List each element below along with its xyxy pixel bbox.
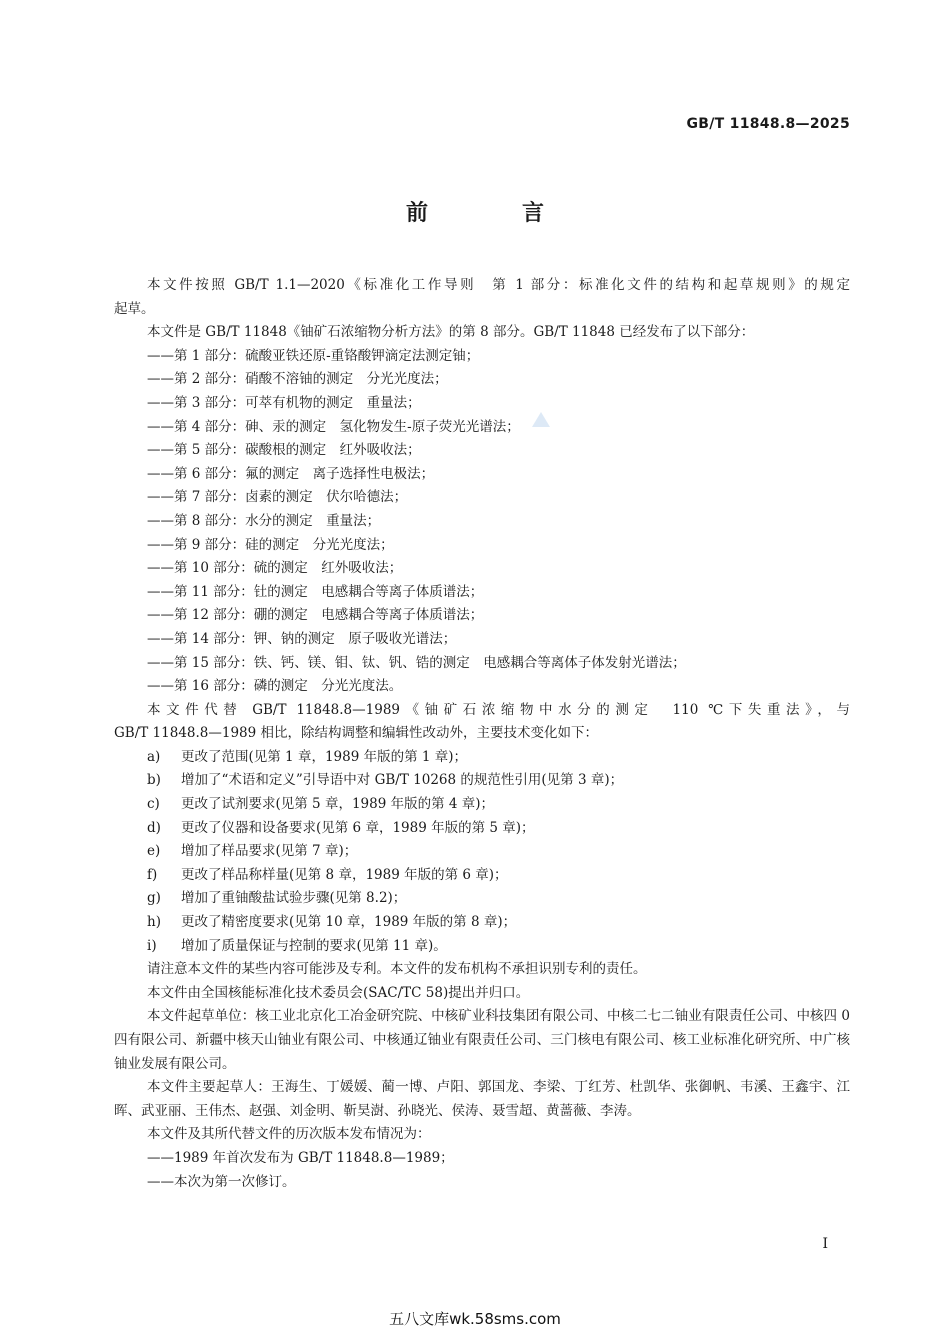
list-item: ——1989 年首次发布为 GB/T 11848.8—1989； (147, 1149, 454, 1166)
item-label: e) (147, 843, 161, 860)
item-label: f) (147, 866, 158, 883)
item-text: 增加了质量保证与控制的要求(见第 11 章)。 (181, 937, 447, 954)
item-text: 增加了“术语和定义”引导语中对 GB/T 10268 的规范性引用(见第 3 章)； (181, 772, 624, 789)
paragraph-drafters: 本文件主要起草人：王海生、丁媛媛、蔺一博、卢阳、郭国龙、李梁、丁红芳、杜凯华、张御帆、韦溪、王鑫宇、江晖、武亚丽、王伟杰、赵强、刘金明、靳昊澍、孙晓光、侯涛、聂雪超、黄蔷薇、李涛。 (114, 1079, 850, 1119)
item-text: 更改了范围(见第 1 章，1989 年版的第 1 章)； (181, 748, 468, 765)
list-item (114, 864, 850, 888)
list-item: ——第 14 部分：钾、钠的测定 原子吸收光谱法； (147, 630, 457, 647)
list-item (114, 746, 850, 770)
list-item: ——第 6 部分：氟的测定 离子选择性电极法； (147, 465, 435, 482)
list-item: ——第 12 部分：硼的测定 电感耦合等离子体质谱法； (147, 607, 484, 624)
list-item: ——第 2 部分：硝酸不溶铀的测定 分光光度法； (147, 371, 448, 388)
history-list (114, 1147, 850, 1194)
list-item (114, 769, 850, 793)
paragraph-history-intro: 本文件及其所代替文件的历次版本发布情况为： (147, 1126, 431, 1143)
list-item (114, 935, 850, 959)
list-item: ——第 5 部分：碳酸根的测定 红外吸收法； (147, 442, 421, 459)
paragraph-replacement-line2: GB/T 11848.8—1989 相比，除结构调整和编辑性改动外，主要技术变化如下： (114, 725, 599, 742)
list-item (114, 817, 850, 841)
item-text: 增加了样品要求(见第 7 章)； (181, 843, 358, 860)
item-text: 更改了样品称样量(见第 8 章，1989 年版的第 6 章)； (181, 866, 508, 883)
paragraph-proposer: 本文件由全国核能标准化技术委员会(SAC/TC 58)提出并归口。 (147, 984, 530, 1001)
list-item: ——第 3 部分：可萃有机物的测定 重量法； (147, 394, 421, 411)
item-text: 增加了重铀酸盐试验步骤(见第 8.2)； (181, 890, 407, 907)
standard-code: GB/T 11848.8—2025 (686, 116, 850, 132)
list-item: ——第 8 部分：水分的测定 重量法； (147, 512, 381, 529)
paragraph-drafting-rules-line2: 起草。 (114, 300, 155, 317)
list-item: ——第 16 部分：磷的测定 分光光度法。 (147, 678, 403, 695)
watermark-text: 五八文库wk.58sms.com (389, 1310, 561, 1328)
item-label: d) (147, 819, 161, 836)
paragraph-replacement-line1: 本文件代替 GB/T 11848.8—1989《铀矿石浓缩物中水分的测定 110 ℃下失重法》，与 (147, 701, 850, 718)
changes-list (114, 746, 850, 958)
parts-list (114, 345, 850, 699)
paragraph-series-intro: 本文件是 GB/T 11848《铀矿石浓缩物分析方法》的第 8 部分。GB/T 11848 已经发布了以下部分： (147, 324, 755, 341)
item-text: 更改了仪器和设备要求(见第 6 章，1989 年版的第 5 章)； (181, 819, 535, 836)
page-title: 前 言 (405, 201, 580, 226)
item-label: h) (147, 914, 161, 931)
page-number: I (822, 1236, 828, 1252)
list-item (114, 840, 850, 864)
list-item (114, 793, 850, 817)
list-item: ——第 4 部分：砷、汞的测定 氢化物发生-原子荧光光谱法； (147, 418, 520, 435)
list-item (114, 887, 850, 911)
list-item: ——第 11 部分：钍的测定 电感耦合等离子体质谱法； (147, 583, 484, 600)
list-item: ——第 10 部分：硫的测定 红外吸收法； (147, 560, 403, 577)
foreword-body (114, 274, 850, 1194)
list-item: ——本次为第一次修订。 (147, 1173, 296, 1190)
item-label: c) (147, 796, 160, 813)
item-text: 更改了精密度要求(见第 10 章，1989 年版的第 8 章)； (181, 914, 517, 931)
paragraph-drafting-rules-line1: 本文件按照 GB/T 1.1—2020《标准化工作导则 第 1 部分：标准化文件的结构和起草规则》的规定 (147, 277, 850, 293)
paragraph-drafting-units: 本文件起草单位：核工业北京化工冶金研究院、中核矿业科技集团有限公司、中核二七二铀业有限责任公司、中核四 0 四有限公司、新疆中核天山铀业有限公司、中核通辽铀业有限责任公司、三门核电有限公司、核工业标准化研究所、中广核铀业发展有限公司。 (114, 1008, 850, 1072)
item-label: i) (147, 937, 157, 954)
list-item: ——第 1 部分：硫酸亚铁还原-重铬酸钾滴定法测定铀； (147, 347, 480, 364)
item-label: g) (147, 890, 161, 907)
list-item (114, 911, 850, 935)
item-label: a) (147, 748, 161, 765)
paragraph-patent-notice: 请注意本文件的某些内容可能涉及专利。本文件的发布机构不承担识别专利的责任。 (147, 961, 647, 978)
item-label: b) (147, 772, 161, 789)
list-item: ——第 15 部分：铁、钙、镁、钼、钛、钒、锆的测定 电感耦合等离体子体发射光谱法； (147, 654, 686, 671)
list-item: ——第 7 部分：卤素的测定 伏尔哈德法； (147, 489, 408, 506)
list-item: ——第 9 部分：硅的测定 分光光度法； (147, 536, 394, 553)
item-text: 更改了试剂要求(见第 5 章，1989 年版的第 4 章)； (181, 796, 495, 813)
